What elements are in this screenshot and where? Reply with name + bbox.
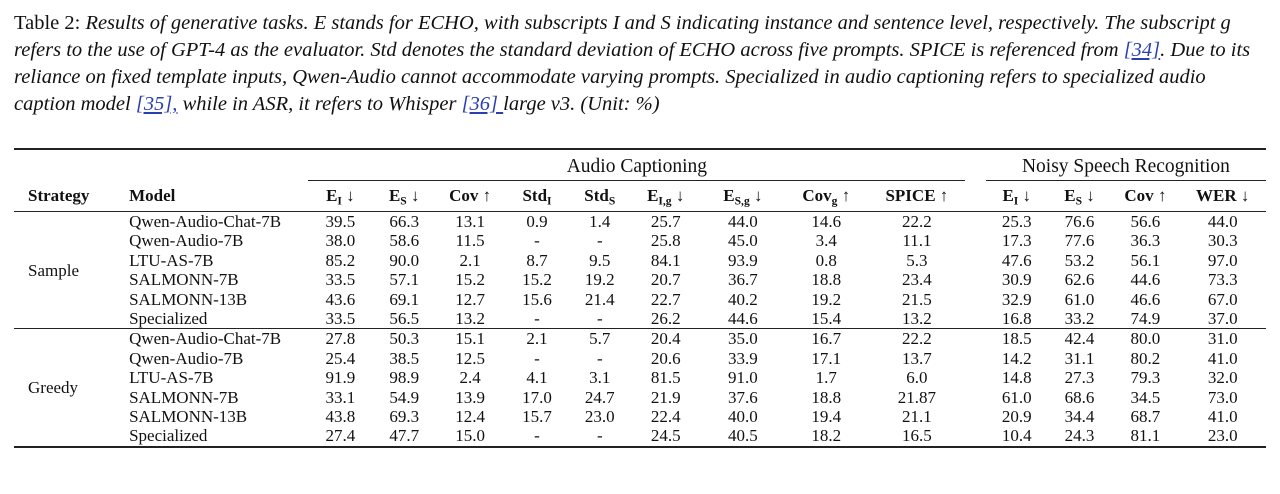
table-cell: 15.4: [784, 309, 868, 329]
table-cell: 54.9: [389, 387, 420, 407]
table-cell: 21.1: [902, 407, 932, 427]
table-cell: 23.4: [902, 270, 932, 290]
table-cell: 20.4: [650, 329, 681, 349]
table-cell: 6.0: [906, 368, 928, 388]
table-cell: 74.9: [1111, 309, 1179, 329]
table-cell: 53.2: [1064, 250, 1095, 270]
table-cell: 24.3: [1048, 426, 1112, 446]
table-cell: 69.1: [389, 289, 420, 309]
column-header-covg: Cov$_g$ ↑: [784, 181, 868, 212]
table-cell: 97.0: [1207, 250, 1238, 270]
citation-link-36[interactable]: [36]: [461, 93, 504, 115]
table-cell: 44.6: [1130, 270, 1161, 290]
model-name: SALMONN-7B: [129, 387, 239, 407]
table-cell: 4.1: [526, 368, 548, 388]
table-cell: 23.0: [1179, 426, 1266, 446]
table-cell: 9.5: [589, 250, 611, 270]
caption-text-3: while in ASR, it refers to Whisper: [177, 93, 462, 115]
table-row: [14, 270, 1266, 289]
table-cell: 34.4: [1064, 407, 1095, 427]
table-cell: 50.3: [389, 329, 420, 349]
table-row: [14, 349, 1266, 368]
table-cell: 44.6: [702, 309, 784, 329]
table-cell: 24.7: [584, 387, 615, 407]
table-cell: 16.8: [986, 309, 1048, 329]
table-cell: 3.1: [589, 368, 611, 388]
table-cell: 43.6: [325, 289, 356, 309]
table-cell: 1.7: [815, 368, 837, 388]
group-header-noisy-speech-recognition: Noisy Speech Recognition: [986, 149, 1266, 181]
table-cell: 17.3: [1001, 231, 1032, 251]
table-cell: 15.6: [522, 289, 552, 309]
table-cell: 15.2: [455, 270, 485, 290]
table-cell: 61.0: [1001, 387, 1032, 407]
table-row: [14, 251, 1266, 270]
table-cell: 11.5: [455, 231, 485, 251]
model-name: Qwen-Audio-Chat-7B: [129, 329, 282, 349]
model-name: LTU-AS-7B: [129, 368, 214, 388]
table-cell: -: [534, 348, 540, 368]
table-cell: 22.2: [902, 329, 932, 349]
table-cell: 5.3: [906, 250, 928, 270]
group-gap: [965, 407, 986, 426]
table-cell: 44.0: [1207, 212, 1238, 231]
table-cell: 14.6: [811, 212, 842, 231]
table-cell: 13.1: [455, 212, 485, 231]
table-cell: -: [504, 426, 570, 446]
table-cell: 10.4: [986, 426, 1048, 446]
table-cell: 40.5: [702, 426, 784, 446]
table-cell: 8.7: [526, 250, 548, 270]
table-cell: -: [570, 309, 630, 329]
table-cell: 18.8: [811, 270, 842, 290]
model-name: Qwen-Audio-7B: [129, 348, 244, 368]
table-cell: 12.5: [455, 348, 485, 368]
table-cell: 41.0: [1207, 407, 1238, 427]
group-gap: [965, 251, 986, 270]
table-cell: 40.0: [728, 407, 758, 427]
column-header-esg: $E_{S,g}$ ↓: [702, 181, 784, 212]
table-cell: 31.0: [1207, 329, 1238, 349]
table-cell: 38.5: [389, 348, 420, 368]
column-header-nsr-ei: $E_I$ ↓: [986, 181, 1048, 212]
table-cell: 17.0: [522, 387, 552, 407]
column-header-model: Model: [121, 181, 308, 212]
table-row: [14, 231, 1266, 250]
table-cell: 21.87: [897, 387, 937, 407]
table-cell: 22.7: [650, 289, 681, 309]
table-cell: 27.8: [325, 329, 356, 349]
table-cell: 80.2: [1130, 348, 1161, 368]
model-name: Specialized: [121, 426, 308, 446]
table-cell: -: [596, 231, 603, 251]
model-name: Specialized: [121, 309, 308, 329]
table-cell: 18.2: [784, 426, 868, 446]
model-name: SALMONN-7B: [129, 270, 239, 290]
caption-text-2: . Due to its reliance on fixed template inputs, Qwen-Audio cannot accommodate varying prompts. Specialized in audio captioning refers to specialized audio caption model: [14, 39, 1251, 115]
table-cell: 11.1: [902, 231, 932, 251]
table-cell: 1.4: [589, 212, 611, 231]
table-cell: 37.6: [728, 387, 758, 407]
group-gap: [965, 270, 986, 289]
table-cell: 47.7: [372, 426, 436, 446]
table-cell: 16.5: [869, 426, 966, 446]
table-cell: 21.5: [902, 289, 932, 309]
table-cell: 5.7: [589, 329, 611, 349]
group-gap: [965, 231, 986, 250]
caption-text-4: large v3. (Unit: %): [503, 93, 660, 115]
table-cell: 13.2: [436, 309, 504, 329]
table-cell: 33.5: [308, 309, 372, 329]
table-cell: -: [534, 231, 540, 251]
table-cell: 19.2: [811, 289, 842, 309]
table-cell: 2.4: [459, 368, 481, 388]
group-gap: [965, 329, 986, 349]
table-cell: 23.0: [584, 407, 615, 427]
group-gap: [965, 368, 986, 387]
column-header-strategy: Strategy: [14, 181, 121, 212]
table-cell: 25.4: [325, 348, 356, 368]
table-cell: 57.1: [389, 270, 420, 290]
table-cell: 76.6: [1064, 212, 1095, 231]
table-cell: 56.1: [1130, 250, 1161, 270]
table-cell: 33.1: [325, 387, 356, 407]
column-header-nsr-es: $E_S$ ↓: [1048, 181, 1112, 212]
table-cell: 12.4: [455, 407, 485, 427]
group-gap: [965, 309, 986, 329]
table-cell: 24.5: [630, 426, 702, 446]
table-cell: 67.0: [1207, 289, 1238, 309]
table-cell: 13.2: [869, 309, 966, 329]
group-gap: [965, 388, 986, 407]
table-cell: 80.0: [1130, 329, 1161, 349]
table-cell: 69.3: [389, 407, 420, 427]
table-cell: 21.4: [584, 289, 615, 309]
table-cell: 46.6: [1130, 289, 1161, 309]
table-cell: 2.1: [526, 329, 548, 349]
table-cell: 98.9: [389, 368, 420, 388]
table-cell: 3.4: [815, 231, 837, 251]
group-gap: [965, 349, 986, 368]
table-cell: 25.8: [650, 231, 681, 251]
table-caption: [14, 10, 1269, 118]
table-cell: 2.1: [459, 250, 481, 270]
table-cell: 18.8: [811, 387, 842, 407]
table-cell: 27.4: [308, 426, 372, 446]
table-cell: 79.3: [1130, 368, 1161, 388]
table-cell: 36.3: [1130, 231, 1161, 251]
table-cell: 33.2: [1048, 309, 1112, 329]
group-gap: [965, 290, 986, 309]
table-cell: 81.5: [650, 368, 681, 388]
table-cell: 14.2: [1001, 348, 1032, 368]
table-cell: 25.3: [1001, 212, 1032, 231]
table-cell: 40.2: [728, 289, 758, 309]
column-header-cov: Cov ↑: [436, 181, 504, 212]
table-cell: 56.6: [1130, 212, 1161, 231]
table-cell: 32.0: [1207, 368, 1238, 388]
table-cell: 47.6: [1001, 250, 1032, 270]
table-row: [14, 388, 1266, 407]
table-cell: 38.0: [325, 231, 356, 251]
table-cell: 43.8: [325, 407, 356, 427]
table-cell: 68.6: [1064, 387, 1095, 407]
table-cell: 35.0: [728, 329, 758, 349]
table-cell: 15.2: [522, 270, 552, 290]
table-row: [14, 426, 1266, 446]
table-cell: 19.2: [584, 270, 615, 290]
table-cell: 31.1: [1064, 348, 1095, 368]
column-header-es: $E_S$ ↓: [372, 181, 436, 212]
table-cell: 85.2: [325, 250, 356, 270]
table-cell: 19.4: [811, 407, 842, 427]
table-cell: 91.0: [728, 368, 758, 388]
table-cell: 34.5: [1130, 387, 1161, 407]
table-cell: 33.5: [325, 270, 356, 290]
table-cell: 12.7: [455, 289, 485, 309]
group-gap: [965, 426, 986, 446]
caption-label: Table 2:: [14, 12, 81, 34]
model-name: SALMONN-13B: [129, 289, 248, 309]
table-cell: 22.4: [650, 407, 681, 427]
table-body: [14, 212, 1266, 447]
table-cell: 30.3: [1207, 231, 1238, 251]
results-table: [14, 148, 1266, 448]
table-cell: 16.7: [811, 329, 842, 349]
table-cell: 77.6: [1064, 231, 1095, 251]
table-cell: 0.8: [815, 250, 837, 270]
model-name: LTU-AS-7B: [129, 250, 214, 270]
table-cell: 14.8: [1001, 368, 1032, 388]
table-cell: 73.3: [1207, 270, 1238, 290]
table-cell: 20.7: [650, 270, 681, 290]
table-cell: 90.0: [389, 250, 420, 270]
table-row: [14, 368, 1266, 387]
table-cell: 42.4: [1064, 329, 1095, 349]
table-cell: 25.7: [650, 212, 681, 231]
table-cell: -: [504, 309, 570, 329]
table-row: [14, 407, 1266, 426]
table-cell: 26.2: [630, 309, 702, 329]
table-cell: 58.6: [389, 231, 420, 251]
table-cell: 13.9: [455, 387, 485, 407]
strategy-label: Sample: [14, 212, 121, 329]
model-name: Qwen-Audio-Chat-7B: [129, 212, 282, 231]
table-cell: 36.7: [728, 270, 758, 290]
strategy-label: Greedy: [14, 329, 121, 447]
table-cell: 21.9: [650, 387, 681, 407]
table-row: [14, 329, 1266, 349]
column-header-std-s: Std$_S$: [570, 181, 630, 212]
table-cell: 68.7: [1130, 407, 1161, 427]
table-cell: 41.0: [1207, 348, 1238, 368]
citation-link-34[interactable]: [34]: [1123, 39, 1161, 61]
table-cell: 18.5: [1001, 329, 1032, 349]
table-cell: 81.1: [1111, 426, 1179, 446]
model-name: SALMONN-13B: [129, 407, 248, 427]
table-cell: 33.9: [728, 348, 758, 368]
table-cell: 30.9: [1001, 270, 1032, 290]
table-cell: 0.9: [526, 212, 548, 231]
column-header-spice: SPICE ↑: [869, 181, 966, 212]
group-header-row: [14, 149, 1266, 181]
table-row: [14, 290, 1266, 309]
table-cell: 44.0: [728, 212, 758, 231]
table-cell: 61.0: [1064, 289, 1095, 309]
table-cell: 15.7: [522, 407, 552, 427]
citation-link-35[interactable]: [35],: [135, 93, 178, 115]
column-header-std-i: Std$_I$: [504, 181, 570, 212]
group-header-audio-captioning: Audio Captioning: [308, 149, 965, 181]
table-cell: 84.1: [650, 250, 681, 270]
table-cell: 45.0: [728, 231, 758, 251]
column-header-nsr-cov: Cov ↑: [1111, 181, 1179, 212]
column-header-ei: $E_I$ ↓: [308, 181, 372, 212]
table-cell: 22.2: [902, 212, 932, 231]
table-cell: 62.6: [1064, 270, 1095, 290]
group-gap: [965, 212, 986, 232]
table-cell: 93.9: [728, 250, 758, 270]
table-cell: 32.9: [1001, 289, 1032, 309]
table-cell: 17.1: [811, 348, 842, 368]
table-cell: -: [570, 426, 630, 446]
table-row: [14, 212, 1266, 232]
column-header-row: [14, 181, 1266, 212]
table-cell: 20.9: [1001, 407, 1032, 427]
table-cell: 73.0: [1207, 387, 1238, 407]
table-cell: 15.1: [455, 329, 485, 349]
column-header-eig: $E_{I,g}$ ↓: [630, 181, 702, 212]
table-cell: 13.7: [902, 348, 932, 368]
table-cell: -: [596, 348, 603, 368]
table-cell: 20.6: [650, 348, 681, 368]
model-name: Qwen-Audio-7B: [129, 231, 244, 251]
table-cell: 37.0: [1179, 309, 1266, 329]
table-cell: 91.9: [325, 368, 356, 388]
table-cell: 56.5: [372, 309, 436, 329]
table-row: [14, 309, 1266, 329]
column-header-wer: WER ↓: [1179, 181, 1266, 212]
table-cell: 66.3: [389, 212, 420, 231]
table-cell: 27.3: [1064, 368, 1095, 388]
caption-text-1: Results of generative tasks. E stands for ECHO, with subscripts I and S indicating instance and sentence level, respectively. The subscript g refers to the use of GPT-4 as the evaluator. Std denotes the standard deviation of ECHO across five prompts. SPICE is referenced from: [14, 12, 1231, 61]
table-cell: 15.0: [436, 426, 504, 446]
table-cell: 39.5: [325, 212, 356, 231]
